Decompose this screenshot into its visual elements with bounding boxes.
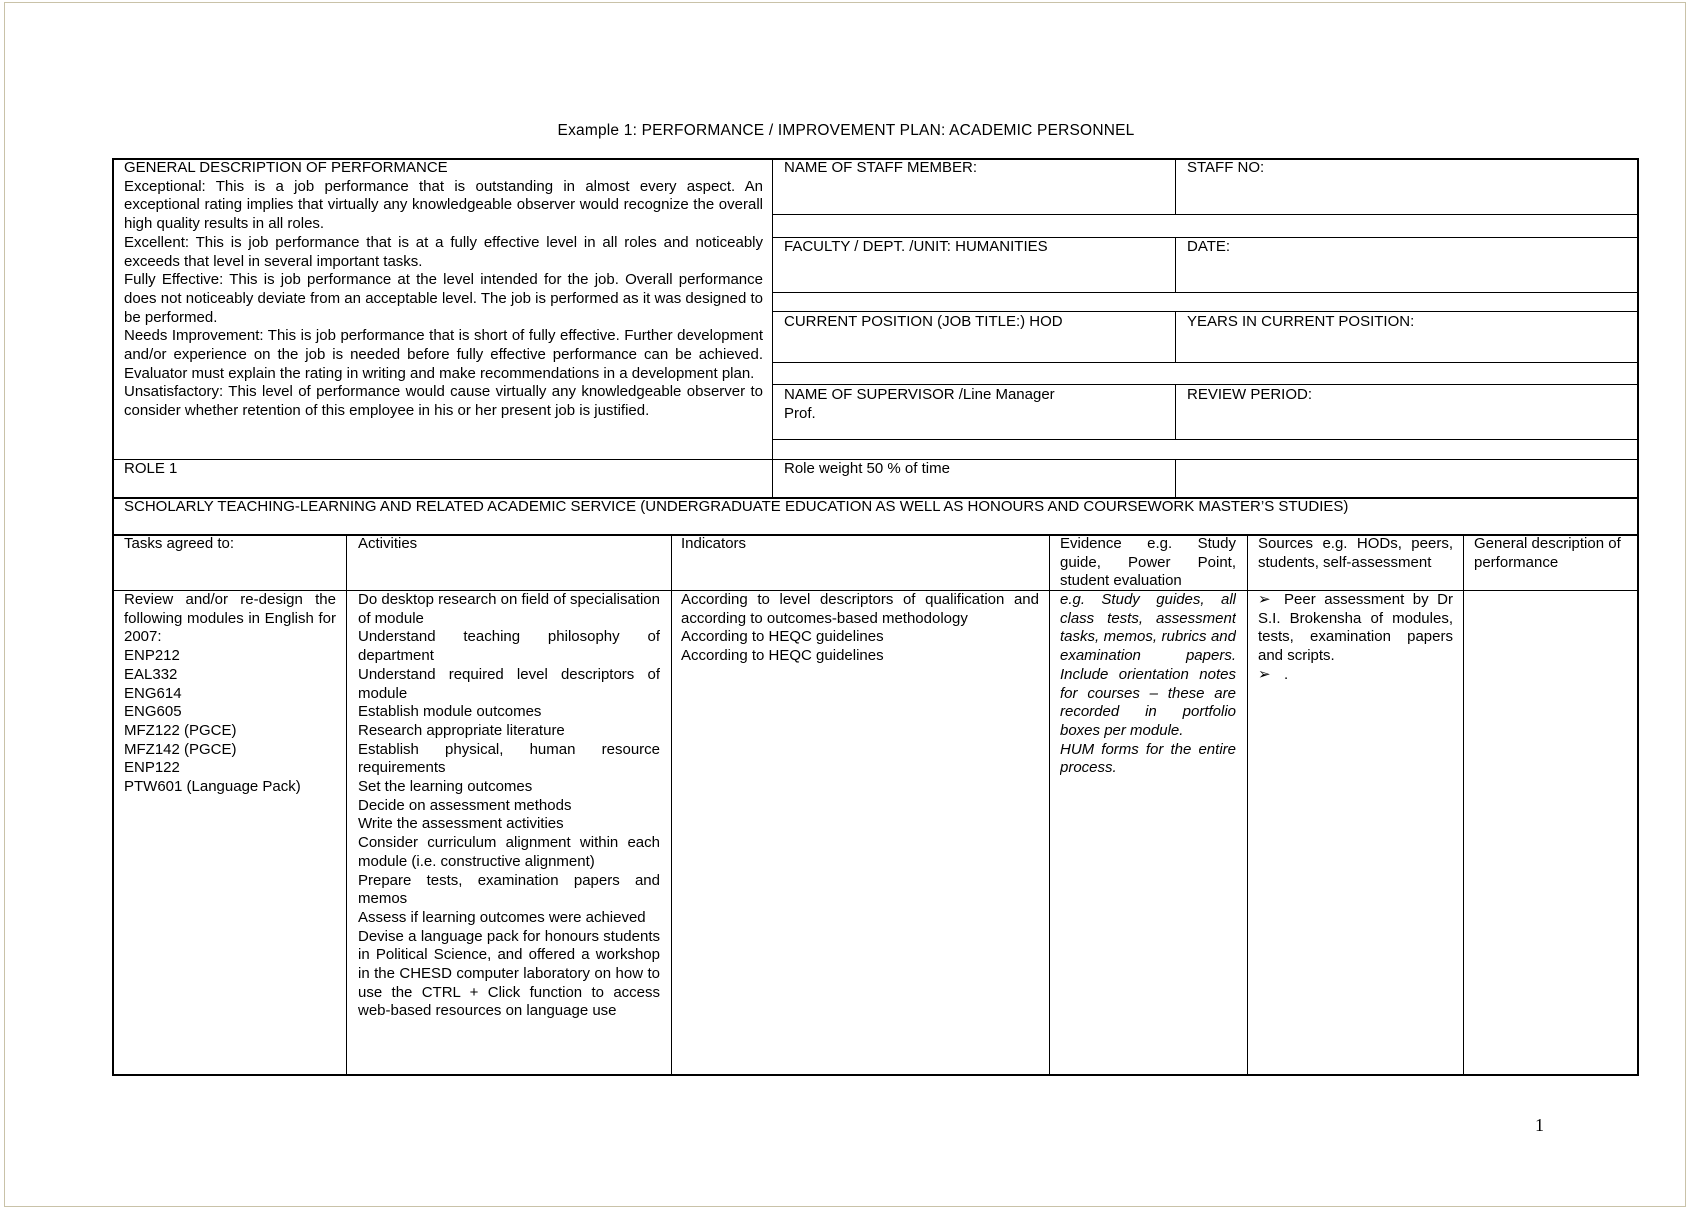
activity-item: Decide on assessment methods — [358, 796, 572, 814]
document-title: Example 1: PERFORMANCE / IMPROVEMENT PLAN: ACADEMIC PERSONNEL — [557, 122, 1135, 139]
evidence-item: HUM forms for the entire process. — [1060, 740, 1236, 777]
rating-fully-effective: Fully Effective: This is job performance at the level intended for the job. Overall performance does not noticeably deviate from an acceptable level. The job is performed as it was designed to be performed. — [124, 271, 763, 326]
section-heading: SCHOLARLY TEACHING-LEARNING AND RELATED ACADEMIC SERVICE (UNDERGRADUATE EDUCATION AS WELL AS HONOURS AND COURSEWORK MASTER’S STUDIES) — [124, 498, 1349, 515]
sources-cell — [1258, 591, 1453, 685]
role-label: ROLE 1 — [124, 460, 178, 477]
col-header-tasks: Tasks agreed to: — [124, 535, 235, 552]
supervisor-label: NAME OF SUPERVISOR /Line Manager — [784, 386, 1055, 403]
source-text: Peer assessment by Dr S.I. Brokensha of modules, tests, examination papers and scripts. — [1258, 591, 1453, 665]
rating-unsatisfactory: Unsatisfactory: This level of performance would cause virtually any knowledgeable observer to consider whether retention of this employee in his or her present job is justified. — [124, 383, 763, 420]
indicator-item: According to level descriptors of qualification and according to outcomes-based methodology — [681, 591, 1039, 627]
arrow-bullet-icon: ➢ — [1258, 665, 1271, 683]
staff-name-field: NAME OF STAFF MEMBER: — [784, 159, 978, 176]
activities-cell — [358, 591, 660, 1074]
activity-item: Write the assessment activities — [358, 815, 564, 833]
indicator-item: According to HEQC guidelines — [681, 628, 884, 646]
rating-needs-improvement: Needs Improvement: This is job performance that is short of fully effective. Further development and/or experience on the job is needed before fully effective performance can be achieved. Evaluator must explain the rating in writing and make recommendations in a development plan. — [124, 327, 763, 382]
activity-item: Establish physical, human resource requirements — [358, 740, 660, 777]
module-code: MFZ122 (PGCE) — [124, 721, 237, 739]
tasks-cell — [124, 591, 336, 797]
activity-item: Understand teaching philosophy of department — [358, 628, 660, 665]
activity-item: Consider curriculum alignment within each module (i.e. constructive alignment) — [358, 834, 660, 870]
tasks-intro: Review and/or re-design the following modules in English for 2007: — [124, 591, 336, 646]
activity-item: Devise a language pack for honours students in Political Science, and offered a workshop in the CHESD computer laboratory on how to use the CTRL + Click function to access web-based resources on language use — [358, 927, 660, 1020]
current-position-field: CURRENT POSITION (JOB TITLE:) HOD — [784, 313, 1063, 330]
evidence-cell — [1060, 591, 1236, 778]
date-field: DATE: — [1187, 238, 1231, 255]
module-code: PTW601 (Language Pack) — [124, 778, 301, 796]
general-description-heading: GENERAL DESCRIPTION OF PERFORMANCE — [124, 159, 448, 176]
source-item — [1258, 591, 1453, 666]
col-header-sources: Sources e.g. HODs, peers, students, self-assessment — [1258, 535, 1453, 571]
activity-item: Establish module outcomes — [358, 703, 542, 721]
module-code: ENG614 — [124, 684, 182, 702]
module-code: ENG605 — [124, 703, 182, 721]
supervisor-name: Prof. — [784, 404, 816, 422]
rating-excellent: Excellent: This is job performance that is at a fully effective level in all roles and noticeably exceeds that level in several important tasks. — [124, 233, 763, 270]
source-text: . — [1284, 665, 1289, 683]
module-code: MFZ142 (PGCE) — [124, 740, 237, 758]
col-header-indicators: Indicators — [681, 535, 747, 552]
module-code: ENP212 — [124, 647, 180, 665]
activity-item: Set the learning outcomes — [358, 778, 533, 796]
page-number: 1 — [1535, 1115, 1544, 1135]
activity-item: Prepare tests, examination papers and memos — [358, 871, 660, 908]
general-description-cell — [124, 159, 763, 459]
col-header-general: General description of performance — [1474, 535, 1621, 571]
role-weight: Role weight 50 % of time — [784, 460, 950, 477]
years-in-position-field: YEARS IN CURRENT POSITION: — [1187, 313, 1415, 330]
staff-no-field: STAFF NO: — [1187, 159, 1265, 176]
activity-item: Assess if learning outcomes were achieved — [358, 908, 646, 926]
module-code: EAL332 — [124, 665, 178, 683]
activity-item: Do desktop research on field of specialisation of module — [358, 591, 660, 627]
indicator-item: According to HEQC guidelines — [681, 647, 884, 665]
faculty-field: FACULTY / DEPT. /UNIT: HUMANITIES — [784, 238, 1048, 255]
col-header-evidence: Evidence e.g. Study guide, Power Point, student evaluation — [1060, 535, 1236, 590]
arrow-bullet-icon: ➢ — [1258, 591, 1271, 608]
source-item — [1258, 666, 1453, 685]
activity-item: Research appropriate literature — [358, 721, 565, 739]
col-header-activities: Activities — [358, 535, 418, 552]
supervisor-field — [784, 386, 1169, 423]
module-code: ENP122 — [124, 759, 180, 777]
rating-exceptional: Exceptional: This is a job performance that is outstanding in almost every aspect. An exceptional rating implies that virtually any knowledgeable observer would recognize the overall high quality results in all roles. — [124, 177, 763, 233]
indicators-cell — [681, 591, 1039, 666]
activity-item: Understand required level descriptors of module — [358, 665, 660, 702]
review-period-field: REVIEW PERIOD: — [1187, 386, 1313, 403]
evidence-item: e.g. Study guides, all class tests, assessment tasks, memos, rubrics and examination papers. Include orientation notes for courses – these are recorded in portfolio boxes per module. — [1060, 591, 1236, 739]
